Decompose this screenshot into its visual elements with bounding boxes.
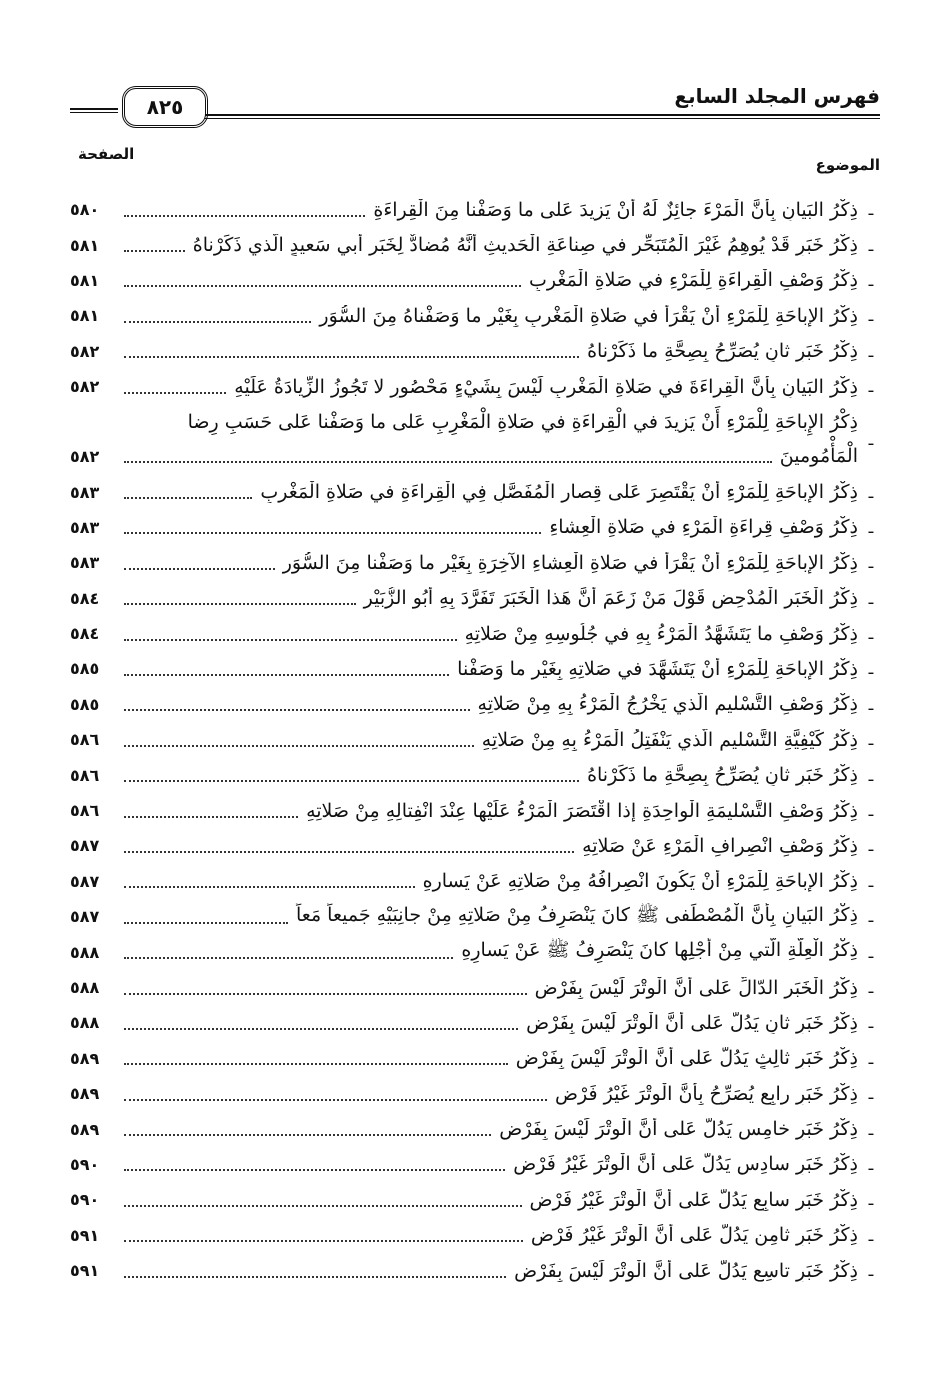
toc-entry (70, 404, 880, 474)
toc-entry (70, 1218, 880, 1253)
entry-marker: ـ (868, 1190, 874, 1210)
entry-marker: ـ (868, 624, 874, 644)
entry-text: ذِكْرُ خَبَرٍ ثانٍ يُصَرِّحُ بِصِحَّةِ ما ذَكَرْناهُ (587, 340, 858, 363)
entry-marker: ـ (868, 765, 874, 785)
entry-marker: ـ (868, 200, 874, 220)
entry-title (116, 1083, 862, 1105)
entry-title-line: الْمَأْمُومينَ (779, 445, 858, 468)
dot-leader (124, 1169, 505, 1171)
dot-leader (124, 674, 449, 676)
entry-text: ذِكْرُ وَصْفِ التَّسْليمَةِ الْواحِدَةِ إِذا اقْتَصَرَ الْمَرْءُ عَلَيْها عِنْدَ انْفِتالِهِ مِنْ صَلاتِهِ (306, 799, 858, 822)
entry-marker: ـ (868, 235, 874, 255)
header-rule-short (70, 108, 118, 113)
entry-title (116, 340, 862, 362)
toc-entry (70, 1005, 880, 1040)
entry-text: ذِكْرُ خَبَرٍ ثالِثٍ يَدُلُّ عَلى أَنَّ الْوِتْرَ لَيْسَ بِفَرْضٍ (515, 1047, 858, 1070)
toc-entry (70, 1147, 880, 1182)
entry-marker: ـ (868, 694, 874, 714)
dot-leader (124, 1240, 523, 1242)
entry-title (116, 376, 862, 398)
dot-leader (124, 922, 288, 924)
dot-leader (124, 780, 579, 782)
entry-title (116, 587, 862, 609)
entry-page-number: ٥٨٦ (70, 730, 100, 750)
entry-title (116, 623, 862, 645)
dot-leader (124, 321, 311, 323)
entry-marker: ـ (868, 1154, 874, 1174)
entry-marker: ـ (868, 871, 874, 891)
toc-entry (70, 227, 880, 262)
dot-leader (124, 568, 275, 570)
entry-title (116, 199, 862, 221)
toc-entry (70, 510, 880, 545)
entry-marker: ـ (868, 1048, 874, 1068)
entry-page-number: ٥٨٥ (70, 659, 100, 679)
entry-text: ذِكْرُ خَبَرٍ سادِسٍ يَدُلُّ عَلى أَنَّ الْوِتْرَ غَيْرُ فَرْضٍ (513, 1153, 858, 1176)
toc-entry (70, 581, 880, 616)
page-header (70, 78, 880, 128)
toc-entry (70, 545, 880, 580)
entry-page-number: ٥٨٠ (70, 200, 100, 220)
toc-entry (70, 757, 880, 792)
toc-entry (70, 192, 880, 227)
entry-page-number: ٥٨٨ (70, 978, 100, 997)
entry-marker: ـ (868, 978, 874, 997)
entry-marker: ـ (868, 942, 874, 962)
entry-title (116, 552, 862, 574)
entry-page-number: ٥٩١ (70, 1261, 100, 1281)
dot-leader (124, 250, 185, 252)
dot-leader (124, 851, 574, 853)
dot-leader (124, 356, 579, 358)
entry-title (116, 234, 862, 256)
entry-page-number: ٥٨٩ (70, 1084, 100, 1104)
dot-leader (124, 392, 226, 394)
entry-text: ذِكْرُ الإِباحَةِ لِلْمَرْءِ أَنْ يَكُونَ انْصِرافُهُ مِنْ صَلاتِهِ عَنْ يَسارِهِ (422, 870, 858, 893)
entry-title-line: ذِكْرُ الإِباحَةِ لِلْمَرْءِ أَنْ يَزيدَ في الْقِراءَةِ في صَلاةِ الْمَغْرِبِ عَلى ما وَصَفْنا عَلى حَسَبِ رِضا (187, 411, 858, 434)
entry-page-number: ٥٨٩ (70, 1048, 100, 1068)
toc-entry (70, 1041, 880, 1076)
entry-title (116, 305, 862, 327)
entry-title (116, 977, 862, 999)
entry-page-number: ٥٨٦ (70, 765, 100, 785)
entry-text: ذِكْرُ خَبَرٍ ثامِنٍ يَدُلُّ عَلى أَنَّ الْوِتْرَ غَيْرُ فَرْضٍ (530, 1224, 858, 1247)
toc-entry (70, 616, 880, 651)
toc-entry (70, 828, 880, 863)
header-rule (205, 114, 880, 119)
toc-entry (70, 651, 880, 686)
dot-leader (124, 957, 453, 959)
entry-page-number: ٥٨٤ (70, 588, 100, 608)
entry-marker: ـ (868, 659, 874, 679)
entry-title (116, 405, 862, 473)
dot-leader (124, 215, 365, 217)
entry-title (116, 729, 862, 751)
entry-marker: ـ (868, 482, 874, 502)
dot-leader (124, 532, 541, 534)
page-number-box (122, 86, 208, 128)
entry-title (116, 1189, 862, 1211)
entry-page-number: ٥٨١ (70, 306, 100, 326)
entry-page-number: ٥٨٧ (70, 871, 100, 891)
column-heading-topic: الموضوع (815, 156, 880, 174)
dot-leader (124, 993, 527, 995)
toc-entry (70, 899, 880, 934)
toc-entry (70, 263, 880, 298)
entry-text: ذِكْرُ وَصْفِ الْقِراءَةِ لِلْمَرْءِ في صَلاةِ الْمَغْرِبِ (529, 269, 858, 292)
entry-text: ذِكْرُ الإِباحَةِ لِلْمَرْءِ أَنْ يَقْرَأَ في صَلاةِ الْمَغْرِبِ بِغَيْرِ ما وَصَفْناهُ مِنَ السُّوَرِ (319, 304, 858, 327)
dot-leader (124, 1028, 518, 1030)
entry-title (116, 1047, 862, 1069)
entry-page-number: ٥٨٦ (70, 801, 100, 821)
toc-entry (70, 1253, 880, 1288)
toc-entry (70, 298, 880, 333)
dot-leader (124, 497, 252, 499)
entry-text: ذِكْرُ الإِباحَةِ لِلْمَرْءِ أَنْ يَتَشَهَّدَ في صَلاتِهِ بِغَيْرِ ما وَصَفْنا (457, 657, 858, 680)
entry-page-number: ٥٨١ (70, 270, 100, 290)
toc-entry (70, 793, 880, 828)
entry-page-number: ٥٨٧ (70, 907, 100, 927)
entry-title (116, 693, 862, 715)
entry-page-number: ٥٩٠ (70, 1154, 100, 1174)
toc-entry (70, 369, 880, 404)
entry-text: ذِكْرُ البَيانِ بِأَنَّ الْقِراءَةَ في صَلاةِ الْمَغْرِبِ لَيْسَ بِشَيْءٍ مَحْصُورٍ لا تَجُوزُ الزِّيادَةُ عَلَيْهِ (234, 375, 858, 398)
entry-text: ذِكْرُ الإِباحَةِ لِلْمَرْءِ أَنْ يَقْرَأَ في صَلاةِ الْعِشاءِ الآخِرَةِ بِغَيْرِ ما وَصَفْنا مِنَ السُّوَرِ (282, 551, 858, 574)
entry-text: ذِكْرُ خَبَرٍ سابِعٍ يَدُلُّ عَلى أَنَّ الْوِتْرَ غَيْرُ فَرْضٍ (529, 1188, 858, 1211)
toc-entry (70, 970, 880, 1005)
column-heading-page: الصفحة (78, 145, 135, 163)
entry-page-number: ٥٨٨ (70, 942, 100, 962)
entry-marker: ـ (868, 341, 874, 361)
entry-title (116, 516, 862, 538)
toc-entry (70, 864, 880, 899)
entry-title (116, 835, 862, 857)
entry-title (116, 1012, 862, 1034)
entry-page-number: ٥٨٢ (70, 341, 100, 361)
entry-marker: ـ (868, 270, 874, 290)
entry-marker: ـ (868, 907, 874, 927)
dot-leader (124, 1099, 547, 1101)
entry-page-number: ٥٨٨ (70, 1013, 100, 1033)
entry-text: ذِكْرُ خَبَرٍ ثانٍ يُصَرِّحُ بِصِحَّةِ ما ذَكَرْناهُ (587, 764, 858, 787)
entry-text: ذِكْرُ وَصْفِ قِراءَةِ الْمَرْءِ في صَلاةِ الْعِشاءِ (549, 516, 858, 539)
entry-title (116, 800, 862, 822)
toc-entry (70, 1111, 880, 1146)
entry-marker: ـ (868, 377, 874, 397)
entry-page-number: ٥٨٢ (70, 377, 100, 397)
entry-text: ذِكْرُ خَبَرٍ تاسِعٍ يَدُلُّ عَلى أَنَّ الْوِتْرَ لَيْسَ بِفَرْضٍ (514, 1259, 858, 1282)
page-title: فهرس المجلد السابع (674, 84, 880, 108)
entry-marker: ـ (868, 429, 874, 449)
entry-page-number: ٥٨١ (70, 235, 100, 255)
entry-title (116, 1118, 862, 1140)
dot-leader (124, 461, 772, 463)
entry-title (116, 903, 862, 931)
entry-text: ذِكْرُ الْعِلَّةِ الَّتي مِنْ أَجْلِها كانَ يَنْصَرِفُ ﷺ عَنْ يَسارِهِ (461, 939, 858, 962)
entry-text: ذِكْرُ وَصْفِ انْصِرافِ الْمَرْءِ عَنْ صَلاتِهِ (582, 834, 858, 857)
entry-text: ذِكْرُ خَبَرٍ خامِسٍ يَدُلُّ عَلى أَنَّ الْوِتْرَ لَيْسَ بِفَرْضٍ (499, 1118, 858, 1141)
entry-title (116, 870, 862, 892)
entry-text: ذِكْرُ وَصْفِ ما يَتَشَهَّدُ الْمَرْءُ بِهِ في جُلُوسِهِ مِنْ صَلاتِهِ (464, 622, 858, 645)
entry-page-number: ٥٨٤ (70, 624, 100, 644)
entry-text: ذِكْرُ خَبَرٍ ثانٍ يَدُلُّ عَلى أَنَّ الْوِتْرَ لَيْسَ بِفَرْضٍ (526, 1011, 858, 1034)
dot-leader (124, 639, 457, 641)
entry-marker: ـ (868, 1225, 874, 1245)
entry-page-number: ٥٩١ (70, 1225, 100, 1245)
toc-list (70, 192, 880, 1288)
entry-page-number: ٥٨٩ (70, 1119, 100, 1139)
entry-page-number: ٥٨٧ (70, 836, 100, 856)
entry-text: ذِكْرُ الإِباحَةِ لِلْمَرْءِ أَنْ يَقْتَصِرَ عَلى قِصارِ الْمُفَصَّلِ فِي الْقِراءَةِ في صَلاةِ الْمَغْرِبِ (260, 481, 858, 504)
toc-entry (70, 474, 880, 509)
dot-leader (124, 1205, 522, 1207)
entry-title (116, 1153, 862, 1175)
dot-leader (124, 745, 474, 747)
dot-leader (124, 886, 415, 888)
entry-marker: ـ (868, 588, 874, 608)
dot-leader (124, 709, 470, 711)
entry-marker: ـ (868, 306, 874, 326)
toc-entry (70, 1076, 880, 1111)
entry-title (116, 658, 862, 680)
dot-leader (124, 285, 521, 287)
entry-marker: ـ (868, 1261, 874, 1281)
toc-entry (70, 722, 880, 757)
entry-text: ذِكْرُ وَصْفِ التَّسْليمِ الَّذي يَخْرُجُ الْمَرْءُ بِهِ مِنْ صَلاتِهِ (477, 693, 858, 716)
entry-title (116, 764, 862, 786)
entry-text: ذِكْرُ الْخَبَرِ الدّالِّ عَلى أَنَّ الْوِتْرَ لَيْسَ بِفَرْضٍ (534, 976, 858, 999)
entry-page-number: ٥٨٥ (70, 694, 100, 714)
entry-text: ذِكْرُ البَيانِ بِأَنَّ الْمُصْطَفى ﷺ كانَ يَنْصَرِفُ مِنْ صَلاتِهِ مِنْ جانِبَيْهِ جَميعاً مَعاً (295, 903, 858, 926)
entry-marker: ـ (868, 1013, 874, 1033)
entry-page-number: ٥٨٢ (70, 447, 100, 467)
entry-marker: ـ (868, 730, 874, 750)
entry-title (116, 1260, 862, 1282)
entry-text: ذِكْرُ خَبَرٍ قَدْ يُوهِمُ غَيْرَ الْمُتَبَحِّرِ في صِناعَةِ الْحَديثِ أَنَّهُ مُضادٌّ لِخَبَرِ أَبي سَعيدٍ الَّذي ذَكَرْناهُ (192, 234, 858, 257)
toc-entry (70, 934, 880, 969)
entry-marker: ـ (868, 836, 874, 856)
entry-marker: ـ (868, 1084, 874, 1104)
entry-text: ذِكْرُ كَيْفِيَّةِ التَّسْليمِ الَّذي يَنْفَتِلُ الْمَرْءُ بِهِ مِنْ صَلاتِهِ (481, 728, 858, 751)
entry-title (116, 938, 862, 966)
entry-page-number: ٥٩٠ (70, 1190, 100, 1210)
entry-page-number: ٥٨٣ (70, 517, 100, 537)
entry-title (116, 1224, 862, 1246)
entry-text: ذِكْرُ خَبَرٍ رابِعٍ يُصَرِّحُ بِأَنَّ الْوِتْرَ غَيْرُ فَرْضٍ (555, 1082, 858, 1105)
dot-leader (124, 1276, 506, 1278)
toc-entry (70, 334, 880, 369)
entry-marker: ـ (868, 553, 874, 573)
entry-title (116, 481, 862, 503)
entry-marker: ـ (868, 1119, 874, 1139)
toc-entry (70, 687, 880, 722)
dot-leader (124, 603, 356, 605)
page-number: ٨٢٥ (146, 95, 184, 119)
dot-leader (124, 1134, 491, 1136)
entry-title (116, 269, 862, 291)
dot-leader (124, 1063, 508, 1065)
entry-page-number: ٥٨٣ (70, 553, 100, 573)
dot-leader (124, 816, 298, 818)
entry-marker: ـ (868, 517, 874, 537)
entry-marker: ـ (868, 801, 874, 821)
entry-page-number: ٥٨٣ (70, 482, 100, 502)
entry-text: ذِكْرُ الْخَبَرِ الْمُدْحِضِ قَوْلَ مَنْ زَعَمَ أَنَّ هَذا الْخَبَرَ تَفَرَّدَ بِهِ أَبُو الزُّبَيْرِ (363, 587, 858, 610)
entry-text: ذِكْرُ البَيانِ بِأَنَّ الْمَرْءَ جائِزٌ لَهُ أَنْ يَزيدَ عَلى ما وَصَفْنا مِنَ الْقِراءَةِ (373, 198, 858, 221)
toc-entry (70, 1182, 880, 1217)
